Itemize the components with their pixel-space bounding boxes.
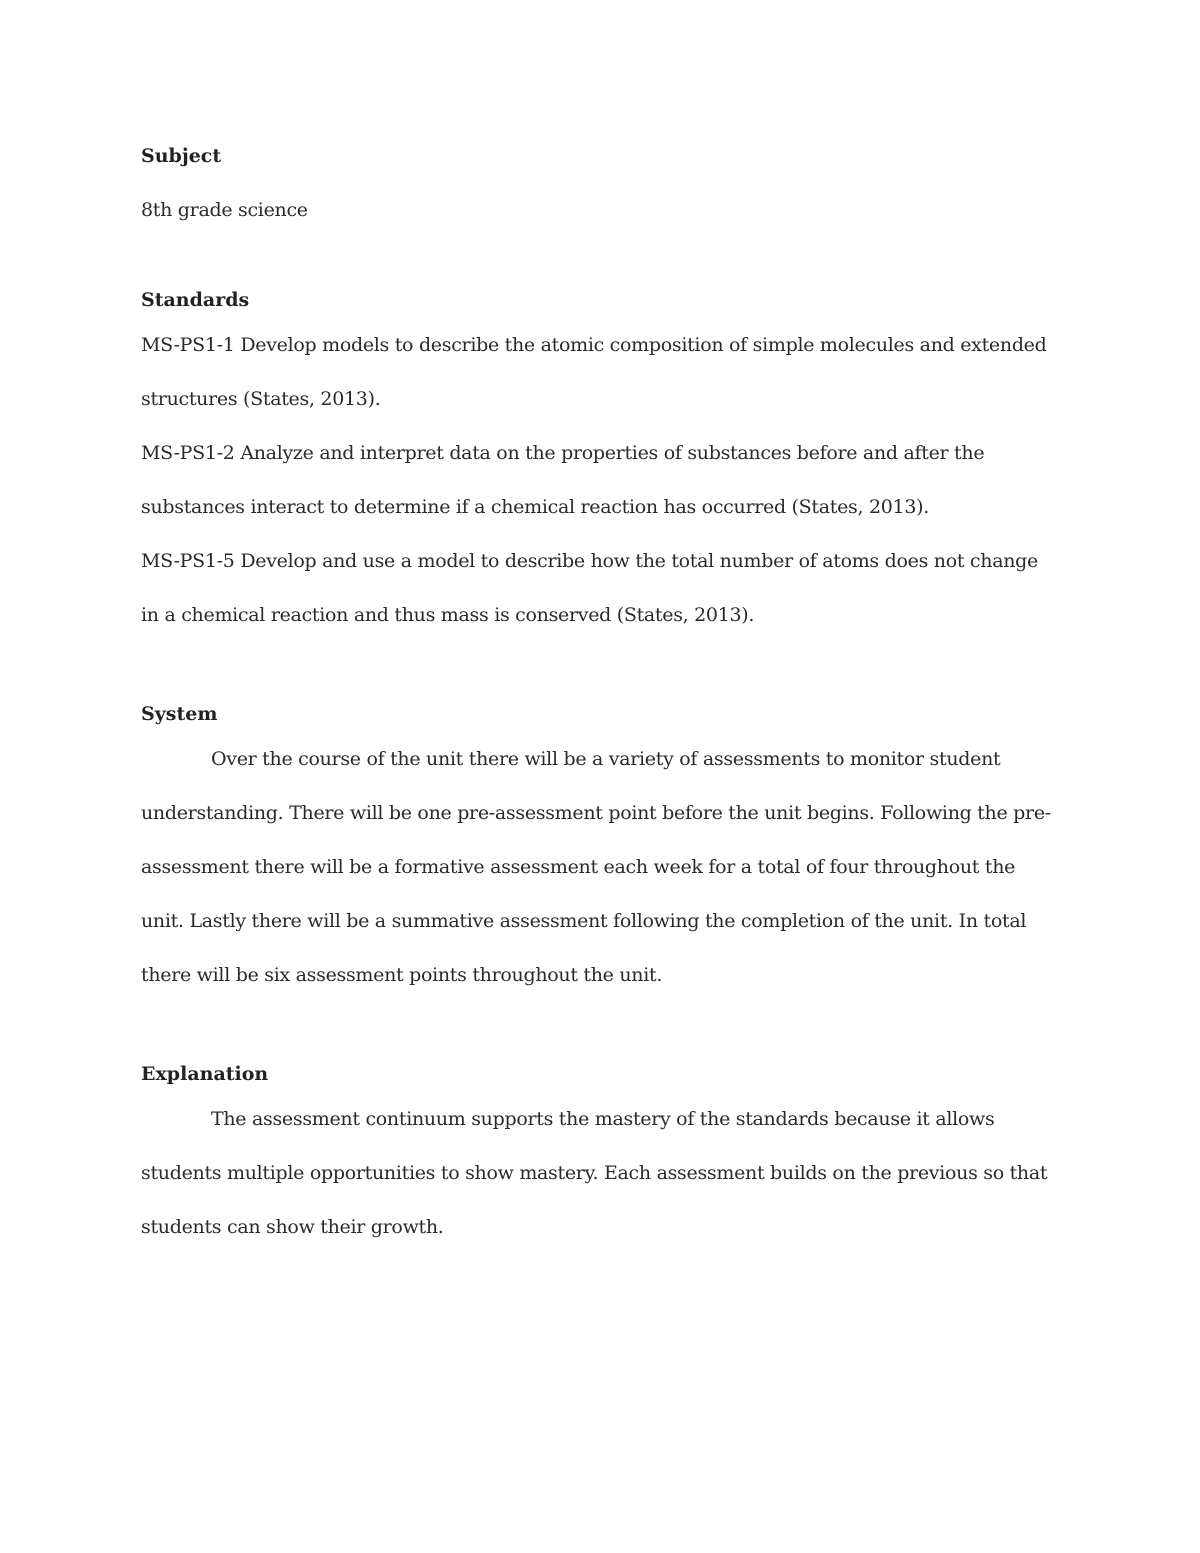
system-section (141, 696, 1061, 1002)
system-body: Over the course of the unit there will be a variety of assessments to monitor student understanding. There will be one pre-assessment point before the unit begins. Following the pre-assessment there will be a formative assessment each week for a total of four throughout the unit. Lastly there will be a summative assessment following the completion of the unit. In total there will be six assessment points throughout the unit. (141, 748, 1051, 986)
explanation-heading: Explanation (141, 1063, 269, 1085)
section-spacer (141, 642, 1061, 696)
subject-section (141, 138, 1061, 282)
explanation-section (141, 1056, 1061, 1254)
standards-section (141, 282, 1061, 642)
section-spacer (141, 1002, 1061, 1056)
standard-item: MS-PS1-5 Develop and use a model to describe how the total number of atoms does not change in a chemical reaction and thus mass is conserved (States, 2013). (141, 550, 1038, 626)
standard-item: MS-PS1-1 Develop models to describe the atomic composition of simple molecules and extended structures (States, 2013). (141, 334, 1047, 410)
standards-heading: Standards (141, 289, 250, 311)
system-heading: System (141, 703, 218, 725)
explanation-body: The assessment continuum supports the mastery of the standards because it allows students multiple opportunities to show mastery. Each assessment builds on the previous so that students can show their growth. (141, 1108, 1048, 1238)
subject-value: 8th grade science (141, 199, 308, 221)
standard-item: MS-PS1-2 Analyze and interpret data on the properties of substances before and after the substances interact to determine if a chemical reaction has occurred (States, 2013). (141, 442, 985, 518)
document-body (141, 138, 1061, 1254)
subject-heading: Subject (141, 145, 222, 167)
